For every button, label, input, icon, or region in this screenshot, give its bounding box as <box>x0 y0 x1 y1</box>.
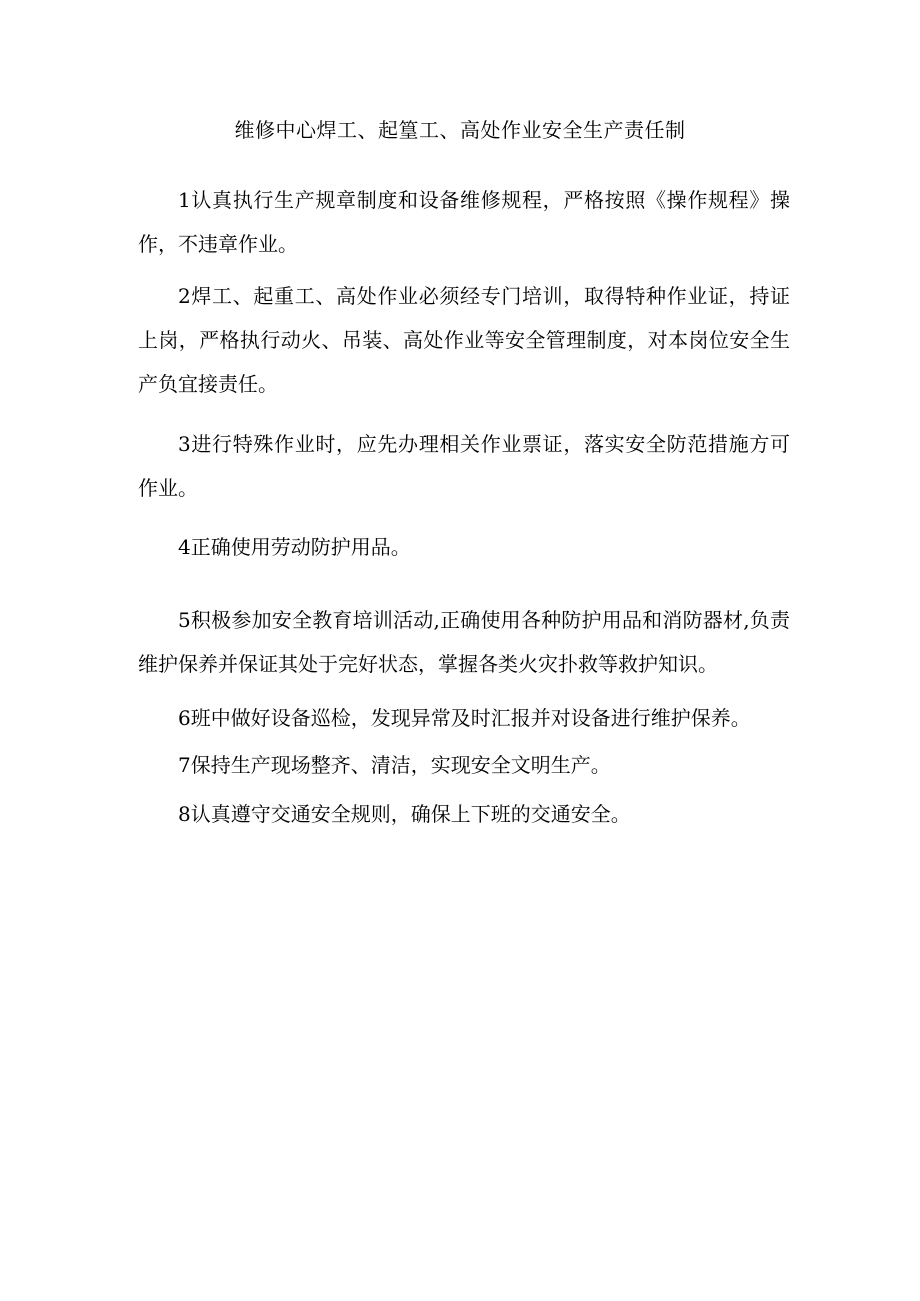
rule-item-2: 2焊工、起重工、高处作业必须经专门培训，取得特种作业证，持证上岗，严格执行动火、吊装、高处作业等安全管理制度，对本岗位安全生产负宜接责任。 <box>138 284 790 396</box>
document-title: 维修中心焊工、起篁工、高处作业安全生产责任制 <box>234 118 686 142</box>
rule-item-6: 6班中做好设备巡检，发现异常及时汇报并对设备进行维护保养。 <box>178 706 751 730</box>
rule-item-1: 1认真执行生产规章制度和设备维修规程，严格按照《操作规程》操作，不违章作业。 <box>138 188 790 256</box>
rule-item-8: 8认真遵守交通安全规则，确保上下班的交通安全。 <box>178 802 631 826</box>
rule-item-5: 5积极参加安全教育培训活动,正确使用各种防护用品和消防器材,负责维护保养并保证其处于完好状态，掌握各类火灾扑救等救护知识。 <box>138 608 790 676</box>
rule-item-7: 7保持生产现场整齐、清洁，实现安全文明生产。 <box>178 753 611 777</box>
rule-item-4: 4正确使用劳动防护用品。 <box>178 535 411 559</box>
rule-item-3: 3进行特殊作业时，应先办理相关作业票证，落实安全防范措施方可作业。 <box>138 432 790 500</box>
